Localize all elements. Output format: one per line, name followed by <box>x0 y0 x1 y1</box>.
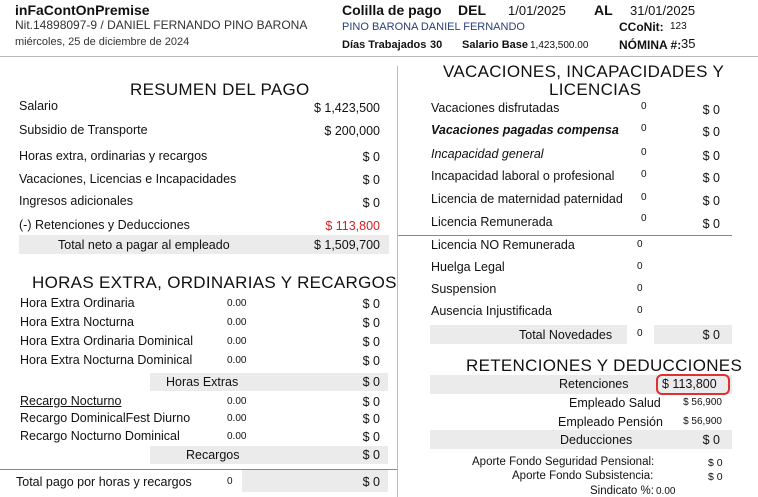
sindicato-label: Sindicato %: <box>590 485 654 497</box>
resumen-label: (-) Retenciones y Deducciones <box>19 218 190 232</box>
licencia-qty: 0 <box>637 261 643 272</box>
hora-qty: 0.00 <box>227 355 247 366</box>
recargo-qty: 0.00 <box>227 431 247 442</box>
dias-label: Días Trabajados <box>342 39 427 51</box>
vacacion-label: Vacaciones disfrutadas <box>431 101 560 115</box>
retenciones-title: RETENCIONES Y DEDUCCIONES <box>466 356 743 375</box>
fsp-value: $ 0 <box>708 457 723 469</box>
vacacion-qty: 0 <box>641 192 647 203</box>
licencia-label: Suspension <box>431 282 497 296</box>
vacacion-qty: 0 <box>641 169 647 180</box>
deducciones-value: $ 0 <box>702 433 720 447</box>
salud-label: Empleado Salud <box>569 396 661 410</box>
licencia-label: Ausencia Injustificada <box>431 304 552 318</box>
cconit-value: 123 <box>670 21 687 32</box>
vacacion-qty: 0 <box>641 213 647 224</box>
vacacion-qty: 0 <box>641 101 647 112</box>
hora-label: Hora Extra Nocturna Dominical <box>20 353 193 367</box>
del-label: DEL <box>458 2 486 18</box>
deducciones-label: Deducciones <box>560 433 633 447</box>
recargo-value: $ 0 <box>362 430 380 444</box>
pension-value: $ 56,900 <box>683 416 722 427</box>
hora-label: Hora Extra Ordinaria Dominical <box>20 334 193 348</box>
cconit-label: CCoNit: <box>619 20 664 34</box>
al-label: AL <box>594 2 613 18</box>
resumen-value: $ 0 <box>362 196 380 210</box>
vacacion-value: $ 0 <box>702 217 720 231</box>
vacacion-value: $ 0 <box>702 194 720 208</box>
total-novedades-value: $ 0 <box>702 328 720 342</box>
total-horas-value: $ 0 <box>362 475 380 489</box>
vacacion-label: Vacaciones pagadas compensa <box>431 123 619 137</box>
total-novedades-label: Total Novedades <box>519 328 613 342</box>
resumen-value: $ 0 <box>362 150 380 164</box>
nomina-value: 35 <box>681 36 696 51</box>
hora-qty: 0.00 <box>227 317 247 328</box>
hora-value: $ 0 <box>362 354 380 368</box>
salario-label: Salario Base <box>462 39 529 51</box>
licencia-qty: 0 <box>637 305 643 316</box>
fsp-label: Aporte Fondo Seguridad Pensional: <box>472 456 655 468</box>
total-horas-label: Total pago por horas y recargos <box>16 475 192 489</box>
dias-value: 30 <box>430 39 443 51</box>
retenciones-label: Retenciones <box>559 377 629 391</box>
salud-value: $ 56,900 <box>683 397 722 408</box>
vacaciones-title-line1: VACACIONES, INCAPACIDADES Y <box>443 62 725 81</box>
hora-value: $ 0 <box>362 297 380 311</box>
licencia-qty: 0 <box>637 283 643 294</box>
horas-extras-total-label: Horas Extras <box>166 375 239 389</box>
licencia-qty: 0 <box>637 239 643 250</box>
resumen-value: $ 200,000 <box>324 124 380 138</box>
resumen-title: RESUMEN DEL PAGO <box>130 80 310 99</box>
licencia-label: Huelga Legal <box>431 260 505 274</box>
retenciones-value: $ 113,800 <box>662 377 717 391</box>
date-line: miércoles, 25 de diciembre de 2024 <box>15 36 190 48</box>
recargo-qty: 0.00 <box>227 396 247 407</box>
from-date: 1/01/2025 <box>508 3 566 18</box>
company-name: inFaContOnPremise <box>15 2 150 18</box>
vacacion-value: $ 0 <box>702 171 720 185</box>
vacacion-label: Licencia de maternidad paternidad <box>431 192 623 206</box>
sindicato-value: 0.00 <box>656 486 676 497</box>
total-neto-label: Total neto a pagar al empleado <box>58 238 230 252</box>
recargos-total-label: Recargos <box>186 448 240 462</box>
recargos-total-value: $ 0 <box>362 448 380 462</box>
vacacion-label: Incapacidad general <box>431 147 544 161</box>
vacacion-qty: 0 <box>641 147 647 158</box>
resumen-label: Subsidio de Transporte <box>19 123 148 137</box>
vacacion-qty: 0 <box>641 123 647 134</box>
to-date: 31/01/2025 <box>630 3 696 18</box>
hora-label: Hora Extra Ordinaria <box>20 296 135 310</box>
fsub-label: Aporte Fondo Subsistencia: <box>512 470 654 482</box>
vacacion-value: $ 0 <box>702 103 720 117</box>
resumen-label: Horas extra, ordinarias y recargos <box>19 149 208 163</box>
fsub-value: $ 0 <box>708 471 723 483</box>
resumen-value: $ 1,423,500 <box>313 101 380 115</box>
hora-value: $ 0 <box>362 316 380 330</box>
resumen-label: Vacaciones, Licencias e Incapacidades <box>19 172 237 186</box>
resumen-label: Ingresos adicionales <box>19 194 133 208</box>
pension-label: Empleado Pensión <box>558 415 663 429</box>
recargo-value: $ 0 <box>362 412 380 426</box>
nit-line: Nit.14898097-9 / DANIEL FERNANDO PINO BARONA <box>15 18 308 32</box>
vacacion-label: Incapacidad laboral o profesional <box>431 169 615 183</box>
resumen-value: $ 0 <box>362 173 380 187</box>
salario-value: 1,423,500.00 <box>530 40 589 51</box>
employee-name: PINO BARONA DANIEL FERNANDO <box>342 21 525 33</box>
nomina-label: NÓMINA #: <box>619 38 682 52</box>
recargo-label: Recargo Nocturno Dominical <box>20 429 180 443</box>
resumen-value-retenciones: $ 113,800 <box>325 219 380 233</box>
vacacion-label: Licencia Remunerada <box>431 215 553 229</box>
hora-label: Hora Extra Nocturna <box>20 315 134 329</box>
hora-qty: 0.00 <box>227 298 247 309</box>
recargo-label: Recargo DominicalFest Diurno <box>20 411 191 425</box>
total-horas-qty: 0 <box>227 476 233 487</box>
horas-title: HORAS EXTRA, ORDINARIAS Y RECARGOS <box>32 273 397 292</box>
vacacion-value: $ 0 <box>702 125 720 139</box>
vacaciones-title-line2: LICENCIAS <box>549 80 642 99</box>
hora-value: $ 0 <box>362 335 380 349</box>
licencia-label: Licencia NO Remunerada <box>431 238 575 252</box>
total-novedades-qty: 0 <box>637 328 643 339</box>
resumen-label: Salario <box>19 99 58 113</box>
total-neto-value: $ 1,509,700 <box>313 238 380 252</box>
vacacion-value: $ 0 <box>702 149 720 163</box>
hora-qty: 0.00 <box>227 336 247 347</box>
recargo-qty: 0.00 <box>227 413 247 424</box>
horas-extras-total-value: $ 0 <box>362 375 380 389</box>
recargo-label: Recargo Nocturno <box>20 394 122 408</box>
recargo-value: $ 0 <box>362 395 380 409</box>
page-title: Colilla de pago <box>342 2 442 18</box>
